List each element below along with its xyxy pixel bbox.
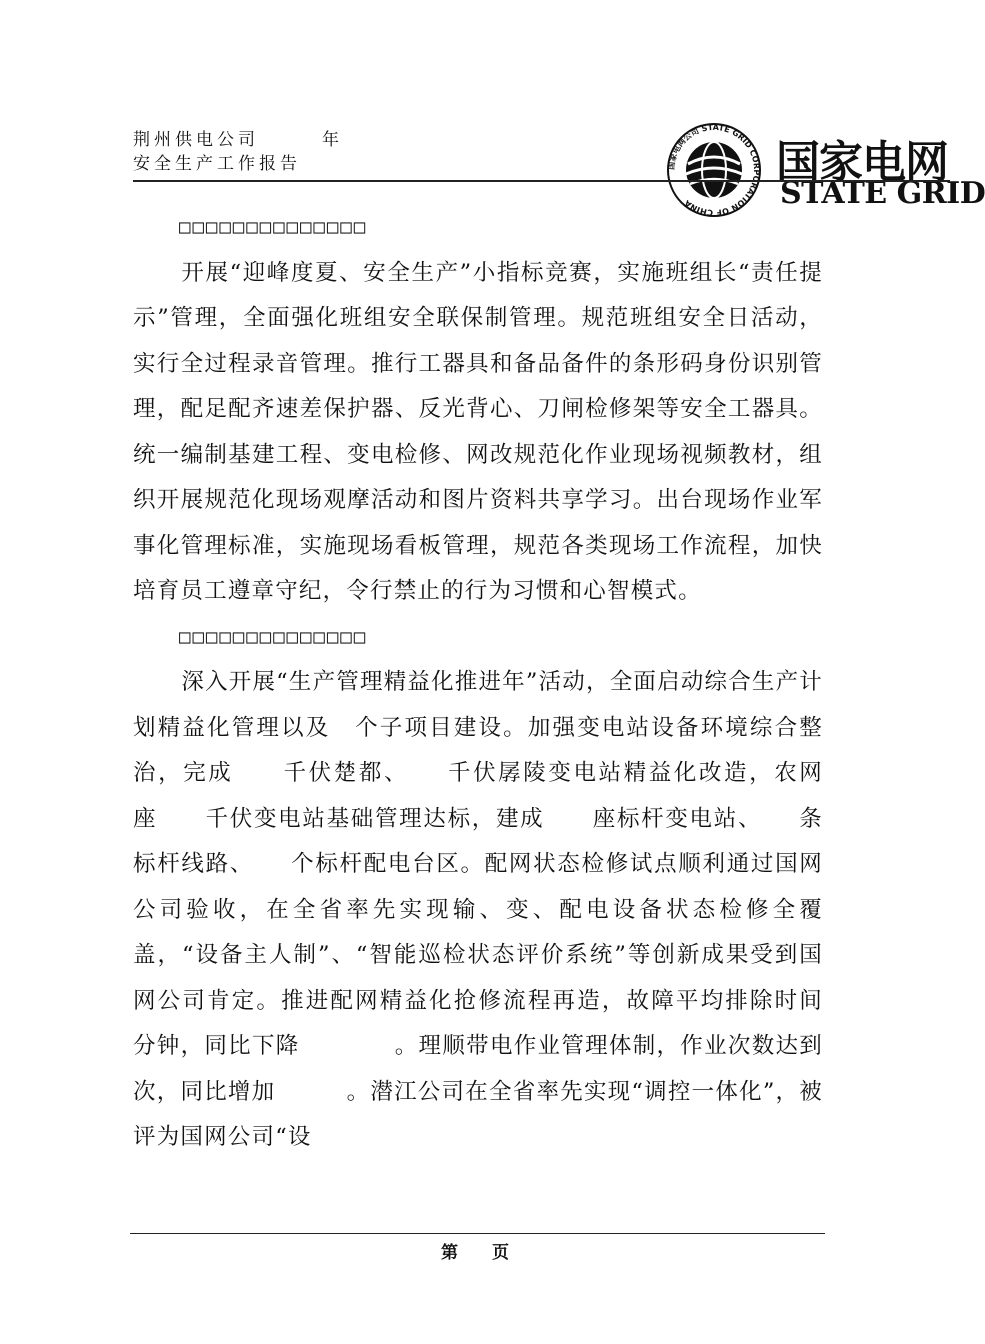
footer-divider: [130, 1233, 825, 1234]
section-heading: □□□□□□□□□□□□□□: [179, 625, 368, 648]
company-year-line: 荆州供电公司 年: [133, 130, 343, 150]
document-header: [133, 128, 343, 176]
page-number: 第 页: [441, 1243, 509, 1263]
body-paragraph: 深入开展“生产管理精益化推进年”活动，全面启动综合生产计划精益化管理以及 个子项目建设。加强变电站设备环境综合整治，完成 千伏楚都、 千伏孱陵变电站精益化改造，农网 座 千伏变电站基础管理达标，建成 座标杆变电站、 条标杆线路、 个标杆配电台区。配网状态检修试点顺利通过国网公司验收，在全省率先实现输、变、配电设备状态检修全覆盖，“设备主人制”、“智能巡检状态评价系统”等创新成果受到国网公司肯定。推进配网精益化抢修流程再造，故障平均排除时间 分钟，同比下降 。理顺带电作业管理体制，作业次数达到 次，同比增加 。潜江公司在全省率先实现“调控一体化”，被评为国网公司“设: [133, 669, 895, 1150]
document-body: [133, 205, 895, 1161]
svg-text:国家电网公司 STATE GRID CORPORATION: 国家电网公司 STATE GRID CORPORATION OF CHINA: [666, 122, 762, 218]
report-title: 安全生产工作报告: [133, 154, 301, 174]
logo-text-english: STATE GRID: [780, 176, 985, 211]
body-paragraph: 开展“迎峰度夏、安全生产”小指标竞赛，实施班组长“责任提示”管理，全面强化班组安全联保制管理。规范班组安全日活动，实行全过程录音管理。推行工器具和备品备件的条形码身份识别管理，配足配齐速差保护器、反光背心、刀闸检修架等安全工器具。统一编制基建工程、变电检修、网改规范化作业现场视频教材，组织开展规范化现场观摩活动和图片资料共享学习。出台现场作业军事化管理标准，实施现场看板管理，规范各类现场工作流程，加快培育员工遵章守纪，令行禁止的行为习惯和心智模式。: [133, 259, 823, 604]
header-divider: [133, 180, 950, 182]
logo-text-chinese: 国家电网: [776, 137, 948, 188]
section-heading: □□□□□□□□□□□□□□: [179, 216, 368, 238]
